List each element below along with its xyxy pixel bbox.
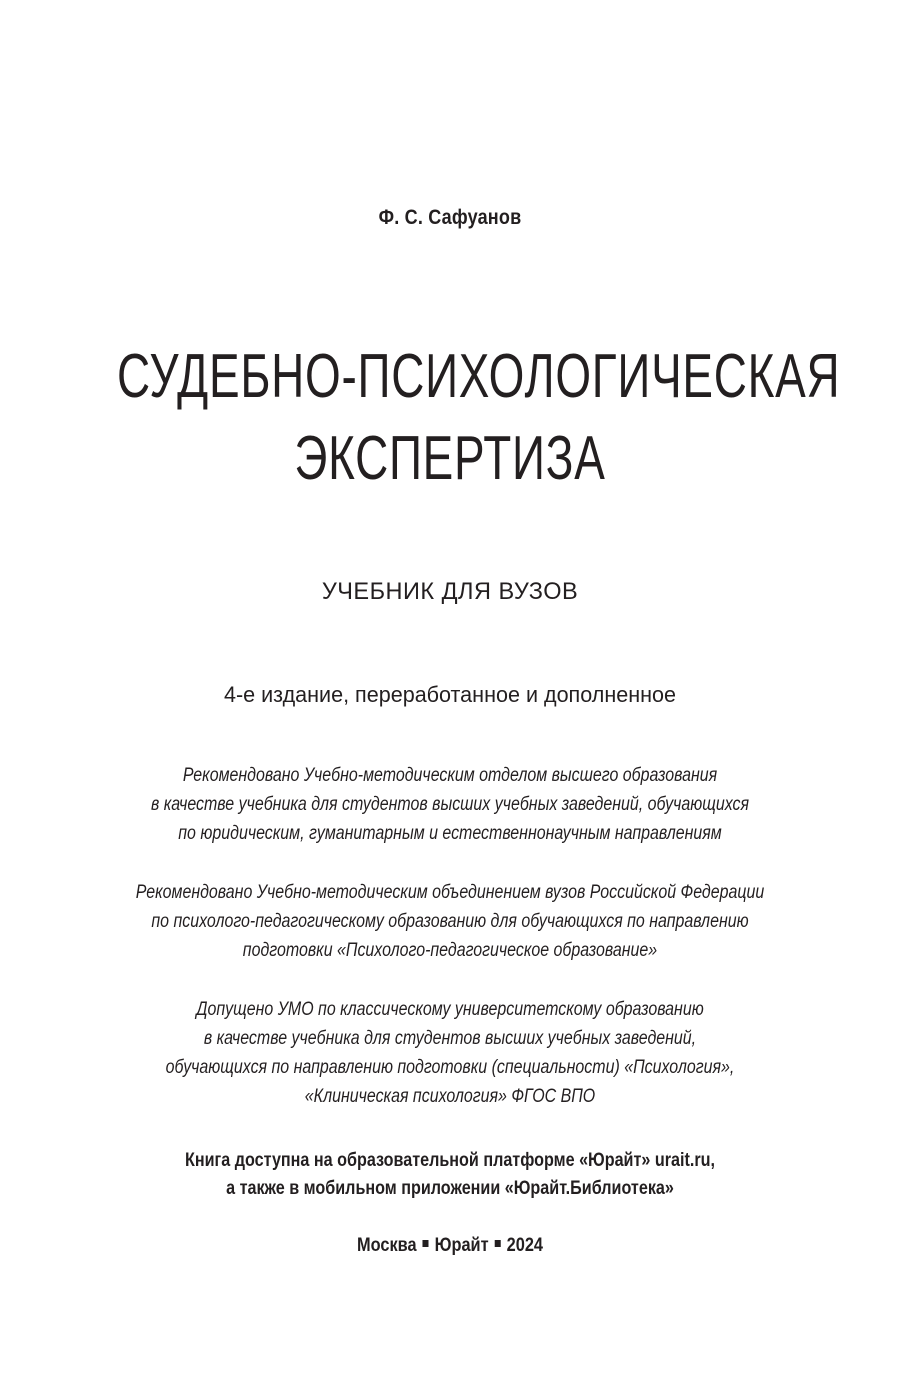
recommendation-1-line-2: в качестве учебника для студентов высших учебных заведений, обучающихся [150,794,750,815]
availability-line-1: Книга доступна на образовательной платформе «Юрайт» urait.ru, [185,1150,715,1171]
imprint-year: 2024 [506,1235,544,1256]
book-title-line-2: ЭКСПЕРТИЗА [294,424,606,493]
author-name: Ф. С. Сафуанов [378,206,522,229]
recommendation-3-line-1: Допущено УМО по классическому университетскому образованию [196,999,704,1020]
availability-line-2: а также в мобильном приложении «Юрайт.Библиотека» [226,1178,674,1199]
recommendation-2-line-3: подготовки «Психолого-педагогическое образование» [242,940,658,961]
recommendation-2-line-2: по психолого-педагогическому образованию для обучающихся по направлению [151,911,749,932]
book-title-line-1: СУДЕБНО-ПСИХОЛОГИЧЕСКАЯ [117,342,841,411]
book-subtitle: УЧЕБНИК ДЛЯ ВУЗОВ [321,578,579,605]
recommendation-1-line-1: Рекомендовано Учебно-методическим отделом высшего образования [182,765,718,786]
recommendation-3-line-2: в качестве учебника для студентов высших учебных заведений, [203,1028,697,1049]
separator-square-icon [423,1240,429,1247]
imprint-city: Москва [356,1235,417,1256]
recommendation-2-line-1: Рекомендовано Учебно-методическим объединением вузов Российской Федерации [135,882,765,903]
imprint [63,1235,837,1257]
recommendation-1-line-3: по юридическим, гуманитарным и естественнонаучным направлениям [178,823,722,844]
edition-note: 4-е издание, переработанное и дополненное [223,682,677,707]
recommendation-3-line-4: «Клиническая психология» ФГОС ВПО [304,1086,596,1107]
imprint-publisher: Юрайт [434,1235,489,1256]
recommendation-3-line-3: обучающихся по направлению подготовки (специальности) «Психология», [165,1057,735,1078]
separator-square-icon [495,1240,501,1247]
